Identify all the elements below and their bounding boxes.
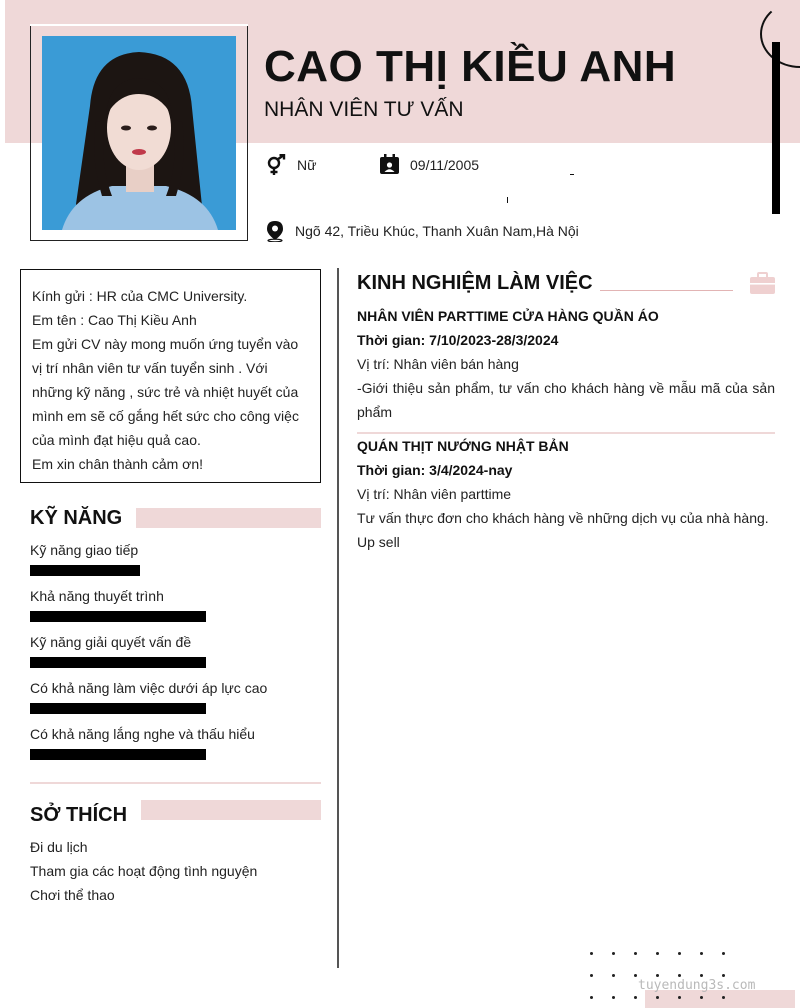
skill-label: Có khả năng làm việc dưới áp lực cao [30, 680, 268, 696]
decorative-dot [700, 974, 703, 977]
job-time: Thời gian: 3/4/2024-nay [357, 462, 513, 478]
experience-title-line [600, 290, 733, 291]
decorative-dot [700, 952, 703, 955]
job-time: Thời gian: 7/10/2023-28/3/2024 [357, 332, 559, 348]
decorative-dot [634, 996, 637, 999]
decorative-mark [507, 197, 508, 203]
decorative-dot [612, 996, 615, 999]
decorative-dot [656, 974, 659, 977]
decorative-dot [700, 996, 703, 999]
decorative-dot [678, 952, 681, 955]
calendar-icon [379, 154, 400, 175]
decorative-dot [656, 996, 659, 999]
briefcase-icon [749, 272, 776, 295]
experience-title: KINH NGHIỆM LÀM VIỆC [357, 272, 593, 294]
letter-line: Kính gửi : HR của CMC University. [32, 288, 248, 304]
candidate-name: CAO THỊ KIỀU ANH [264, 42, 677, 91]
profile-photo [42, 36, 236, 230]
decorative-dot [612, 974, 615, 977]
skill-level-bar [30, 703, 206, 714]
skill-label: Có khả năng lắng nghe và thấu hiểu [30, 726, 255, 742]
job-description: -Giới thiệu sản phẩm, tư vấn cho khách hàng về mẫu mã của sản phẩm [357, 380, 775, 420]
decorative-dot [678, 996, 681, 999]
gender-icon [265, 154, 287, 176]
job-company: QUÁN THỊT NƯỚNG NHẬT BẢN [357, 438, 569, 454]
skill-label: Khả năng thuyết trình [30, 588, 164, 604]
map-pin-icon [265, 220, 285, 242]
decorative-dot [722, 952, 725, 955]
decorative-dot [722, 974, 725, 977]
gender-value: Nữ [297, 157, 317, 173]
birthday-value: 09/11/2005 [410, 156, 480, 173]
cover-letter [20, 269, 321, 483]
decorative-dot [678, 974, 681, 977]
letter-line: Em tên : Cao Thị Kiều Anh [32, 312, 197, 328]
column-divider [337, 268, 339, 968]
birthday-info [379, 154, 479, 175]
address-value: Ngõ 42, Triều Khúc, Thanh Xuân Nam,Hà Nội [295, 223, 579, 239]
hobbies-title: SỞ THÍCH [30, 804, 128, 826]
hobby-item: Chơi thể thao [30, 887, 115, 903]
skill-label: Kỹ năng giải quyết vấn đề [30, 634, 192, 650]
skills-title-bar [136, 508, 321, 528]
decorative-dot [722, 996, 725, 999]
job-position: Vị trí: Nhân viên bán hàng [357, 356, 519, 372]
job-company: NHÂN VIÊN PARTTIME CỬA HÀNG QUẦN ÁO [357, 308, 659, 324]
decorative-dot [590, 996, 593, 999]
skills-title: KỸ NĂNG [30, 507, 123, 529]
job-title: NHÂN VIÊN TƯ VẤN [264, 98, 464, 121]
gender-info [265, 154, 316, 176]
hobbies-title-bar [141, 800, 321, 820]
job-description: Tư vấn thực đơn cho khách hàng về những dịch vụ của nhà hàng. Up sell [357, 510, 769, 550]
decorative-dot [656, 952, 659, 955]
skill-level-bar [30, 565, 140, 576]
decorative-bar [772, 42, 780, 214]
job-divider [357, 432, 775, 434]
letter-line: Em xin chân thành cảm ơn! [32, 456, 204, 472]
decorative-dot [612, 952, 615, 955]
decorative-dot [590, 952, 593, 955]
job-position: Vị trí: Nhân viên parttime [357, 486, 512, 502]
hobby-item: Tham gia các hoạt động tình nguyện [30, 863, 258, 879]
decorative-dot [634, 974, 637, 977]
skill-level-bar [30, 749, 206, 760]
address-info [265, 220, 579, 242]
photo-frame-highlight [30, 24, 248, 26]
decorative-mark [570, 174, 574, 175]
letter-line: Em gửi CV này mong muốn ứng tuyển vào vị trí nhân viên tư vấn tuyển sinh . Với những kỹ năng , sức trẻ và nhiệt huyết của mình em sẽ cố gắng hết sức cho công việc của mình đạt hiệu quả cao. [32, 336, 299, 448]
watermark: tuyendung3s.com [638, 978, 756, 993]
skill-label: Kỹ năng giao tiếp [30, 542, 139, 558]
skill-level-bar [30, 611, 206, 622]
hobby-item: Đi du lịch [30, 839, 88, 855]
skill-level-bar [30, 657, 206, 668]
decorative-dot [590, 974, 593, 977]
section-divider [30, 782, 321, 784]
decorative-dot [634, 952, 637, 955]
